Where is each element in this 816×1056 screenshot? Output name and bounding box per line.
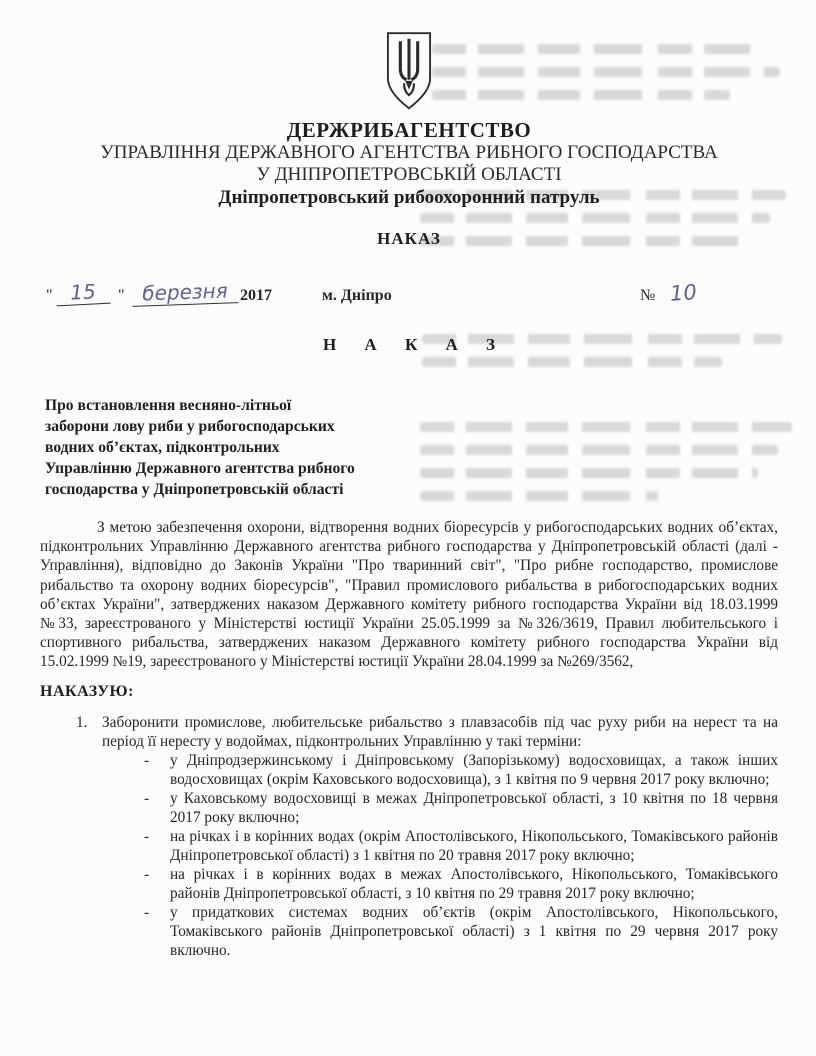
subject-line: Про встановлення весняно-літньої <box>45 397 292 414</box>
order-subitem <box>142 789 778 827</box>
subject-line: водних об’єктах, підконтрольних <box>45 439 280 456</box>
item-number: 1. <box>76 713 88 731</box>
item-text: Заборонити промислове, любительське рибальство з плавзасобів під час руху риби на нерест та на період її нересту у водоймах, підконтрольних Управлінню у такі терміни: <box>102 713 778 750</box>
subitem-text: у придаткових системах водних об’єктів (окрім Апостолівського, Нікопольського, Томаківського районів Дніпропетровської області) з 1 квітня по 29 червня 2017 року включно. <box>170 903 778 959</box>
order-title-spaced: Н А К А З <box>322 335 508 354</box>
order-subitem <box>142 865 778 903</box>
subject-line: господарства у Дніпропетровській області <box>45 481 344 498</box>
subitem-text: на річках і в корінних водах в межах Апостолівського, Нікопольського, Томаківського районів Дніпропетровської області, з 10 квітня по 29 травня 2017 року включно; <box>170 865 778 902</box>
subject-line: Управлінню Державного агентства рибного <box>45 460 355 477</box>
agency-name: ДЕРЖРИБАГЕНТСТВО <box>286 118 532 142</box>
year: 2017 <box>240 287 272 304</box>
document-kind-heading: НАКАЗ <box>377 229 441 248</box>
order-subitem <box>142 827 778 865</box>
handwritten-month: березня <box>132 278 239 307</box>
handwritten-day: 15 <box>55 279 110 307</box>
order-item-1 <box>76 713 778 751</box>
subitem-text: у Дніпродзержинському і Дніпровському (Запорізькому) водосховищах, а також інших водосховищах (окрім Каховського водосховища), з 1 квітня по 9 червня 2017 року включно; <box>170 751 778 788</box>
handwritten-order-number: 10 <box>669 280 698 306</box>
dash-bullet: - <box>144 789 150 807</box>
preamble-paragraph: З метою забезпечення охорони, відтворення водних біоресурсів у рибогосподарських водних об’єктах, підконтрольних Управлінню Державного агентства рибного господарства у Дніпропетровській області (далі - Управління), відповідно до Законів України "Про тваринний світ", "Про рибне господарство, промислове рибальство та охорону водних біоресурсів", "Правил промислового рибальства в рибогосподарських водних об’єктах України", затверджених наказом Державного комітету рибного господарства України від 18.03.1999 №33, зареєстрованого у Міністерстві юстиції України 25.05.1999 за №326/3619, Правил любительського і спортивного рибальства, затверджених наказом Державного комітету рибного господарства України від 15.02.1999 №19, зареєстрованого у Міністерстві юстиції України 28.04.1999 за №269/3562, <box>40 519 778 671</box>
number-sign: № <box>640 287 656 304</box>
dash-bullet: - <box>144 827 150 845</box>
subject-block <box>45 395 778 500</box>
subitem-text: на річках і в корінних водах (окрім Апостолівського, Нікопольського, Томаківського районів Дніпропетровської області) з 1 квітня по 20 травня 2017 року включно; <box>170 827 778 864</box>
subject-line: заборони лову риби у рибогосподарських <box>45 418 335 435</box>
dash-bullet: - <box>144 903 150 921</box>
quote-open: " <box>46 287 53 304</box>
dash-bullet: - <box>144 751 150 769</box>
org-name-line2: У ДНІПРОПЕТРОВСЬКІЙ ОБЛАСТІ <box>256 164 562 185</box>
dash-bullet: - <box>144 865 150 883</box>
ukraine-trident-icon <box>378 30 440 112</box>
city: м. Дніпро <box>322 287 392 304</box>
subitem-text: у Каховському водосховищі в межах Дніпропетровської області, з 10 квітня по 18 червня 2017 року включно; <box>170 789 778 826</box>
order-subitem <box>142 903 778 960</box>
dateline <box>40 271 778 307</box>
unit-name: Дніпропетровський рибоохоронний патруль <box>218 187 600 208</box>
order-subitem <box>142 751 778 789</box>
coat-of-arms <box>40 30 778 116</box>
order-heading: НАКАЗУЮ: <box>40 682 134 700</box>
quote-close: " <box>118 287 125 304</box>
org-name-line1: УПРАВЛІННЯ ДЕРЖАВНОГО АГЕНТСТВА РИБНОГО ГОСПОДАРСТВА <box>100 142 718 163</box>
